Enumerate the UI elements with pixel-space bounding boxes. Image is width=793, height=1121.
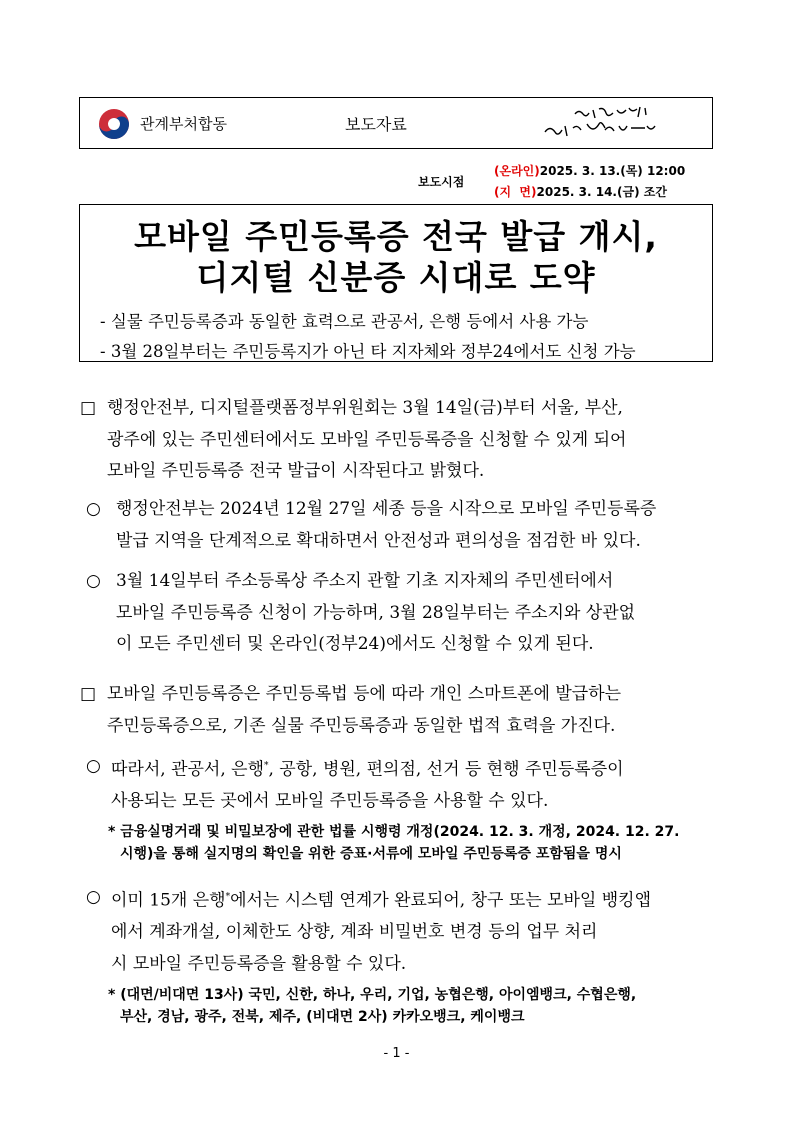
footnote-marker: * bbox=[225, 892, 231, 902]
p5-line-1b: , 공항, 병원, 편의점, 선거 등 현행 주민등록증이 bbox=[268, 759, 624, 780]
footnote-1 bbox=[108, 821, 679, 865]
square-bullet: □ bbox=[80, 398, 97, 418]
online-time: 2025. 3. 13.(목) 12:00 bbox=[539, 164, 686, 178]
headline-line-2: 디지털 신분증 시대로 도약 bbox=[196, 258, 596, 297]
p3-line-1: 3월 14일부터 주소등록상 주소지 관할 기초 지자체의 주민센터에서 bbox=[116, 571, 614, 591]
p6-line-3: 시 모바일 주민등록증을 활용할 수 있다. bbox=[111, 953, 407, 974]
slogan-signature bbox=[535, 104, 665, 144]
release-online bbox=[494, 162, 685, 179]
p2-line-2: 발급 지역을 단계적으로 확대하면서 안전성과 편의성을 점검한 바 있다. bbox=[116, 530, 641, 551]
paragraph-5 bbox=[111, 751, 624, 818]
square-bullet: □ bbox=[80, 684, 97, 704]
n1-line-2: 시행)을 통해 실지명의 확인을 위한 증표·서류에 모바일 주민등록증 포함됨을 명시 bbox=[120, 846, 622, 862]
paragraph-3 bbox=[116, 566, 635, 661]
p3-line-3: 이 모든 주민센터 및 온라인(정부24)에서도 신청할 수 있게 된다. bbox=[116, 634, 594, 654]
p4-line-2: 주민등록증으로, 기존 실물 주민등록증과 동일한 법적 효력을 가진다. bbox=[107, 715, 616, 736]
subtitle-2: - 3월 28일부터는 주민등록지가 아닌 타 지자체와 정부24에서도 신청 가능 bbox=[100, 342, 636, 361]
release-paper bbox=[494, 183, 667, 200]
p1-line-3: 모바일 주민등록증 전국 발급이 시작된다고 밝혔다. bbox=[107, 461, 485, 481]
paragraph-6 bbox=[111, 882, 651, 980]
p5-line-1a: 따라서, 관공서, 은행 bbox=[111, 759, 264, 780]
paper-tag: (지 면) bbox=[494, 185, 537, 199]
paragraph-1 bbox=[107, 393, 626, 488]
paragraph-4 bbox=[107, 679, 621, 742]
p3-line-2: 모바일 주민등록증 신청이 가능하며, 3월 28일부터는 주소지와 상관없 bbox=[116, 602, 636, 623]
title-box bbox=[79, 204, 713, 362]
p6-line-1a: 이미 15개 은행 bbox=[111, 890, 226, 911]
department-name: 관계부처합동 bbox=[140, 115, 227, 133]
circle-bullet: ○ bbox=[86, 499, 101, 519]
p1-line-2: 광주에 있는 주민센터에서도 모바일 주민등록증을 신청할 수 있게 되어 bbox=[107, 429, 627, 450]
n2-line-1: * (대면/비대면 13사) 국민, 신한, 하나, 우리, 기업, 농협은행, 아이엠뱅크, 수협은행, bbox=[108, 987, 637, 1003]
p1-line-1: 행정안전부, 디지털플랫폼정부위원회는 3월 14일(금)부터 서울, 부산, bbox=[107, 398, 623, 418]
online-tag: (온라인) bbox=[494, 164, 540, 178]
document-type: 보도자료 bbox=[345, 115, 407, 134]
circle-bullet: ○ bbox=[86, 756, 101, 776]
release-label: 보도시점 bbox=[418, 175, 465, 189]
p6-line-1b: 에서는 시스템 연계가 완료되어, 창구 또는 모바일 뱅킹앱 bbox=[230, 890, 651, 911]
government-logo-icon bbox=[98, 108, 130, 140]
footnote-2 bbox=[108, 984, 636, 1028]
subtitle-1: - 실물 주민등록증과 동일한 효력으로 관공서, 은행 등에서 사용 가능 bbox=[100, 312, 589, 331]
p6-line-2: 에서 계좌개설, 이체한도 상향, 계좌 비밀번호 변경 등의 업무 처리 bbox=[111, 922, 598, 943]
p4-line-1: 모바일 주민등록증은 주민등록법 등에 따라 개인 스마트폰에 발급하는 bbox=[107, 684, 622, 704]
header-box bbox=[79, 97, 713, 149]
p2-line-1: 행정안전부는 2024년 12월 27일 세종 등을 시작으로 모바일 주민등록증 bbox=[116, 499, 657, 519]
paragraph-2 bbox=[116, 494, 656, 557]
circle-bullet: ○ bbox=[86, 571, 101, 591]
footnote-marker: * bbox=[264, 761, 269, 771]
page-number: - 1 - bbox=[383, 1046, 410, 1061]
paper-time: 2025. 3. 14.(금) 조간 bbox=[536, 185, 667, 199]
n1-line-1: * 금융실명거래 및 비밀보장에 관한 법률 시행령 개정(2024. 12. 3. 개정, 2024. 12. 27. bbox=[108, 824, 680, 840]
p5-line-2: 사용되는 모든 곳에서 모바일 주민등록증을 사용할 수 있다. bbox=[111, 791, 549, 812]
headline-line-1: 모바일 주민등록증 전국 발급 개시, bbox=[134, 217, 658, 256]
circle-bullet: ○ bbox=[86, 887, 101, 907]
n2-line-2: 부산, 경남, 광주, 전북, 제주, (비대면 2사) 카카오뱅크, 케이뱅크 bbox=[120, 1009, 525, 1025]
